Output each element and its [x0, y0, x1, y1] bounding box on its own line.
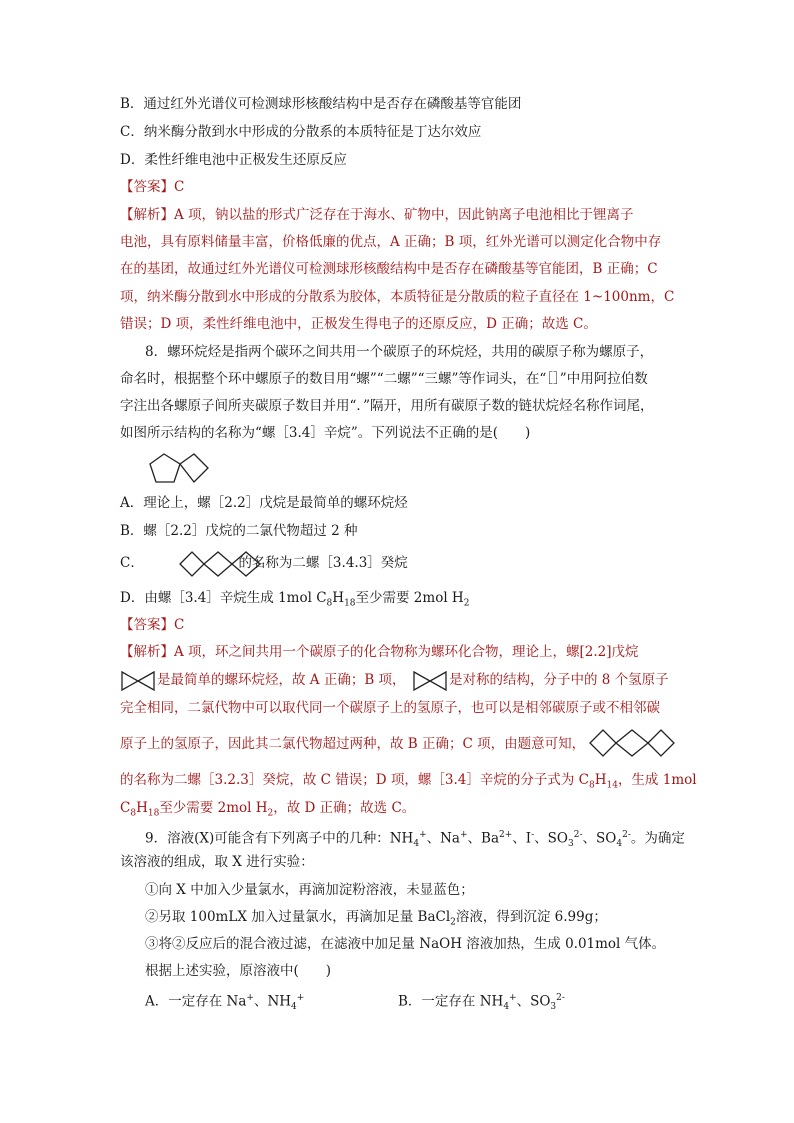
q8-explanation-3: 完全相同，二氯代物中可以取代同一个碳原子上的氢原子，也可以是相邻碳原子或不相邻碳 [120, 700, 660, 716]
q8-option-c: C． 的名称为二螺［3.4.3］癸烷 [120, 555, 408, 571]
q9-step-2: ②另取 100mLX 加入过量氯水，再滴加足量 BaCl$_2$溶液，得到沉淀 6.99g； [145, 909, 607, 928]
q8-stem-3: 字注出各螺原子间所夹碳原子数目并用“．”隔开，用所有碳原子数的链状烷烃名称作词尾， [120, 398, 654, 414]
q8-option-b: B．螺［2.2］戊烷的二氯代物超过 2 种 [120, 523, 358, 539]
q9-step-4: 根据上述实验，原溶液中( ) [145, 963, 332, 979]
spiro-pentane-structure-1 [120, 670, 156, 692]
q9-step-3: ③将②反应后的混合液过滤，在滤液中加足量 NaOH 溶液加热，生成 0.01mol 气体。 [145, 936, 666, 952]
q7-option-d: D．柔性纤维电池中正极发生还原反应 [120, 152, 347, 168]
q8-stem-4: 如图所示结构的名称为“螺［3.4］辛烷”。下列说法不正确的是( ) [120, 425, 531, 441]
q8-answer: 【答案】C [120, 617, 185, 633]
q7-option-b: B．通过红外光谱仪可检测球形核酸结构中是否存在磷酸基等官能团 [120, 96, 522, 112]
q7-explanation-1: 【解析】A 项，钠以盐的形式广泛存在于海水、矿物中，因此钠离子电池相比于锂离子 [120, 207, 634, 223]
q9-stem-1: 9．溶液(X)可能含有下列离子中的几种：$NH_4^+$、Na+、$Ba^{2+}$、I-、$SO_3^{2-}$、$SO_4^{2-}$。为确定 [145, 830, 685, 850]
q8-explanation-2: 是最简单的螺环烷烃，故 A 正确；B 项， [157, 672, 406, 688]
q8-option-d: D．由螺［3.4］辛烷生成 1mol $C_8H_{18}$至少需要 2mol $H_2$ [120, 590, 470, 609]
q8-option-a: A．理论上，螺［2.2］戊烷是最简单的螺环烷烃 [120, 495, 408, 511]
q8-stem-1: 8．螺环烷烃是指两个碳环之间共用一个碳原子的环烷烃，共用的碳原子称为螺原子， [145, 344, 654, 360]
q9-option-a: A．一定存在 Na+、$NH_4^+$ [145, 993, 305, 1013]
q7-explanation-5: 错误；D 项，柔性纤维电池中，正极发生得电子的还原反应，D 正确；故选 C。 [120, 316, 597, 332]
q7-explanation-2: 电池，具有原料储量丰富，价格低廉的优点，A 正确；B 项，红外光谱可以测定化合物中存 [120, 234, 662, 250]
q7-explanation-4: 项，纳米酶分散到水中形成的分散系为胶体，本质特征是分散质的粒子直径在 1~100nm，C [120, 289, 675, 305]
q7-answer: 【答案】C [120, 179, 185, 195]
q8-explanation-5: 的名称为二螺［3.2.3］癸烷，故 C 错误；D 项，螺［3.4］辛烷的分子式为 $C_8H_{14}$，生成 1mol [120, 772, 697, 791]
q8-explanation-2-tail: 是对称的结构，分子中的 8 个氢原子 [449, 672, 669, 688]
q8-explanation-6: $C_8H_{18}$至少需要 2mol $H_2$，故 D 正确；故选 C。 [120, 800, 416, 819]
q8-explanation-1: 【解析】A 项，环之间共用一个碳原子的化合物称为螺环化合物，理论上，螺[2.2]戊烷 [120, 644, 639, 660]
q9-stem-2: 该溶液的组成，取 X 进行实验： [120, 854, 314, 870]
q7-option-c: C．纳米酶分散到水中形成的分散系的本质特征是丁达尔效应 [120, 124, 482, 140]
spiro-pentane-structure-2 [412, 670, 448, 692]
q9-option-b: B．一定存在 $NH_4^+$、$SO_3^{2-}$ [398, 993, 565, 1013]
spiro-octane-structure [146, 450, 212, 486]
q7-explanation-3: 在的基团，故通过红外光谱仪可检测球形核酸结构中是否存在磷酸基等官能团，B 正确；C [120, 261, 658, 277]
q9-step-1: ①向 X 中加入少量氯水，再滴加淀粉溶液，未显蓝色； [145, 882, 474, 898]
q8-explanation-4: 原子上的氢原子，因此其二氯代物超过两种，故 B 正确；C 项，由题意可知， [120, 736, 586, 752]
dispiro-decane-structure-2 [588, 728, 676, 758]
dispiro-decane-structure [178, 550, 262, 578]
q8-stem-2: 命名时，根据整个环中螺原子的数目用“螺”“二螺”“三螺”等作词头，在“［］”中用阿拉伯数 [120, 371, 648, 387]
